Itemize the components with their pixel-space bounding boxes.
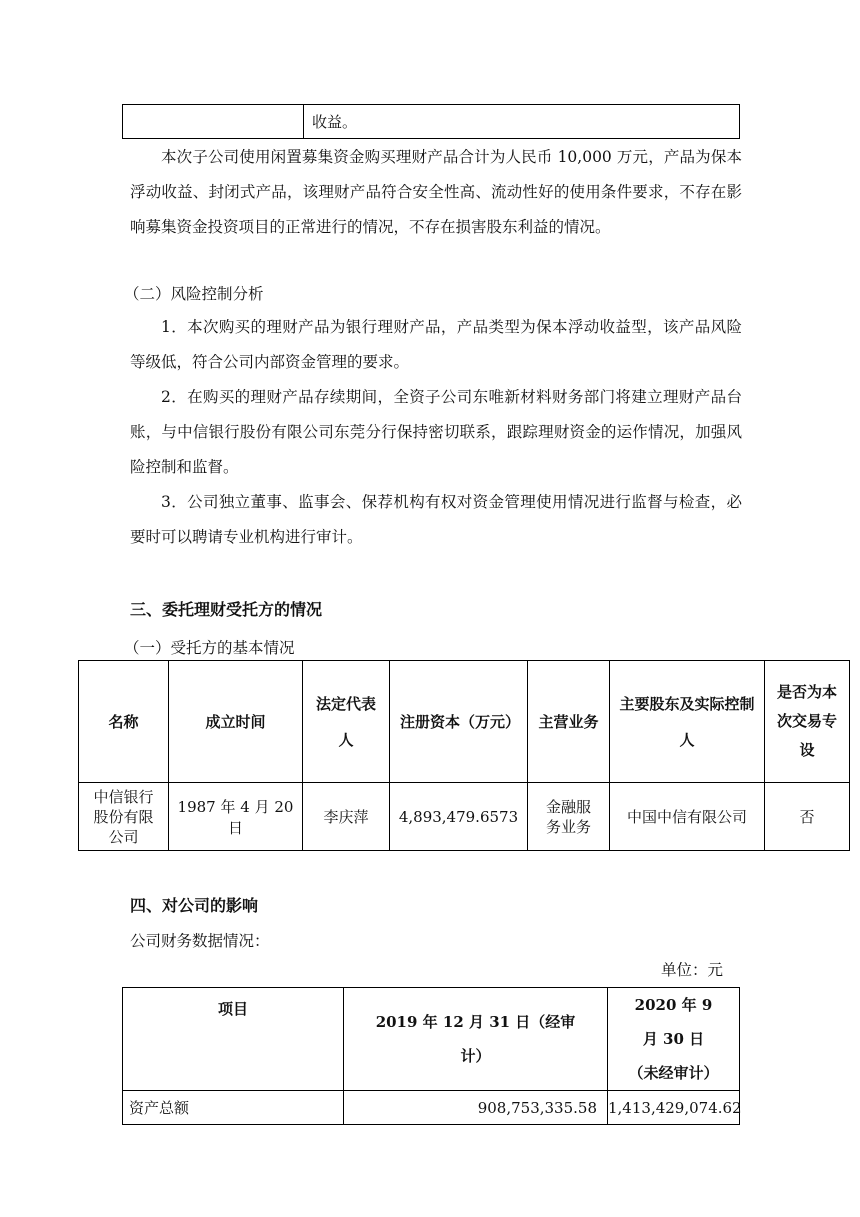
header-shareholders: 主要股东及实际控制人	[610, 661, 765, 783]
cell-special-purpose: 否	[765, 783, 850, 851]
header-special-purpose: 是否为本次交易专设	[765, 661, 850, 783]
table-row	[123, 1091, 740, 1125]
trustee-table-header-row	[79, 661, 850, 783]
continued-table-right-cell: 收益。	[304, 105, 740, 139]
section-4-title: 四、对公司的影响	[130, 896, 259, 915]
cell-item: 资产总额	[123, 1091, 344, 1125]
header-registered-capital: 注册资本（万元）	[390, 661, 528, 783]
cell-2020-value: 1,413,429,074.62	[608, 1091, 740, 1125]
cell-legal-rep: 李庆萍	[303, 783, 390, 851]
continued-table	[122, 104, 740, 139]
risk-control-heading: （二）风险控制分析	[124, 285, 264, 303]
cell-registered-capital: 4,893,479.6573	[390, 783, 528, 851]
section-3-title: 三、委托理财受托方的情况	[130, 600, 323, 619]
financial-table	[122, 987, 740, 1125]
cell-name: 中信银行股份有限公司	[79, 783, 169, 851]
header-legal-rep: 法定代表人	[303, 661, 390, 783]
header-item: 项目	[123, 988, 344, 1091]
header-2019: 2019 年 12 月 31 日（经审计）	[344, 988, 608, 1091]
section-3-subtitle: （一）受托方的基本情况	[124, 639, 295, 657]
paragraph-purchase-summary: 本次子公司使用闲置募集资金购买理财产品合计为人民币 10,000 万元，产品为保本浮动收益、封闭式产品，该理财产品符合安全性高、流动性好的使用条件要求，不存在影响募集资金投资项目的正常进行的情况，不存在损害股东利益的情况。	[130, 148, 742, 236]
cell-main-business: 金融服务业务	[528, 783, 610, 851]
risk-item-2: 2．在购买的理财产品存续期间，全资子公司东唯新材料财务部门将建立理财产品台账，与中信银行股份有限公司东莞分行保持密切联系，跟踪理财资金的运作情况，加强风险控制和监督。	[130, 388, 742, 476]
unit-label: 单位：元	[661, 961, 724, 979]
header-established: 成立时间	[169, 661, 303, 783]
header-name: 名称	[79, 661, 169, 783]
risk-item-1: 1．本次购买的理财产品为银行理财产品，产品类型为保本浮动收益型，该产品风险等级低，符合公司内部资金管理的要求。	[130, 318, 742, 371]
risk-item-3: 3．公司独立董事、监事会、保荐机构有权对资金管理使用情况进行监督与检查，必要时可以聘请专业机构进行审计。	[130, 493, 742, 546]
cell-shareholders: 中国中信有限公司	[610, 783, 765, 851]
table-row	[79, 783, 850, 851]
header-2020: 2020 年 9 月 30 日（未经审计）	[608, 988, 740, 1091]
section-4-subtitle: 公司财务数据情况：	[130, 932, 270, 950]
financial-table-header-row	[123, 988, 740, 1091]
continued-table-left-cell	[123, 105, 304, 139]
cell-established: 1987 年 4 月 20 日	[169, 783, 303, 851]
header-main-business: 主营业务	[528, 661, 610, 783]
trustee-table	[78, 660, 850, 851]
cell-2019-value: 908,753,335.58	[344, 1091, 608, 1125]
